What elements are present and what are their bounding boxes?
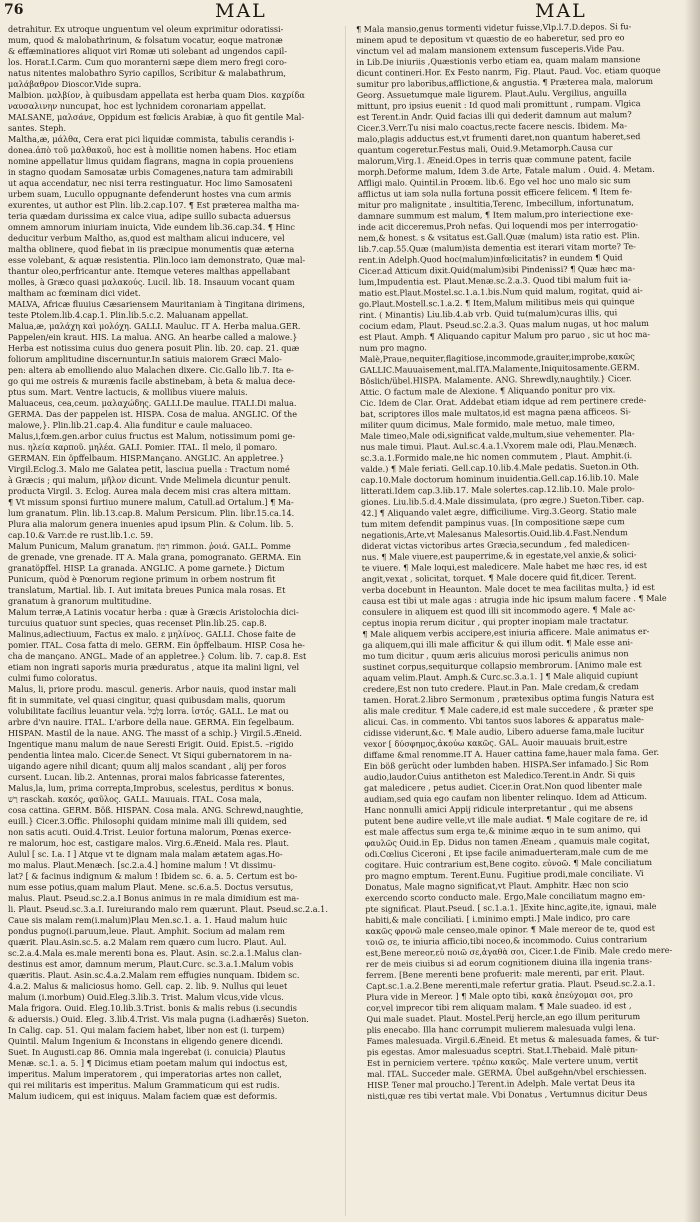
text-line: los. Horat.I.Carm. Cum quo moranterni sæpe diem mero fregi coro- (8, 57, 287, 67)
text-line: maltha oblinere, quod fiebat in iis præcipue monumentis quæ æterna (8, 244, 295, 254)
text-line: exercendo scorto conducto male. Ergo,Male conciliatum magno em- (365, 890, 646, 903)
text-line: Virgil.Eclog.3. Malo me Galatea petit, lasciua puella : Tractum nomé (8, 464, 290, 474)
text-line: malus. Plaut. Pseud.sc.2.a.I Bonus animus in re mala dimidium est ma- (8, 893, 299, 903)
text-line: cocium edam, Plaut. Pseud.sc.2.a.3. Quas malum nugas, ut hoc malum (359, 317, 649, 331)
text-line: quærit. Plau.Asin.sc.5. a.2 Malam rem quæro cum lucro. Plaut. Aul. (8, 937, 287, 947)
text-line: Affligi malo. Quintil.in Proœm. lib.6. Ego vel hoc uno malo sic sum (357, 175, 631, 188)
text-line: est Terent.in Andr. Quid facias illi qui dederit damnum aut malum? (356, 109, 632, 122)
text-line: granatöpffel. HISP. La granada. ANGLIC. A pome garnete.} Dictum (8, 563, 285, 573)
text-line: li. Plaut. Pseud.sc.3.a.I. Iureiurando malo rem quærunt. Plaut. Pseud.sc.2.a.1. (8, 904, 328, 914)
text-line: cap.10.& Varr.de re rust.lib.1.c. 59. (8, 530, 154, 540)
text-line: num pro magno. (359, 342, 427, 353)
text-line: κακῶς φρονῶ male censeo,male opinor. ¶ Male mereor de te, quod est (365, 922, 656, 936)
text-line: credere,Est non tuto credere. Plaut.in Pan. Male credam,& credam (362, 681, 639, 694)
text-line: ¶ Male aliquem verbis accipere,est iniuria afficere. Male animatus er- (362, 625, 650, 639)
text-line: GERMA. Das der pappelen ist. HISPA. Cosa de malua. ANGLIC. Of the (8, 409, 298, 419)
text-line: exurentes, ut author est Plin. lib.2.cap.107. ¶ Est præterea maltha ma- (8, 200, 300, 210)
text-line: vinctum vel ad malam mansionem extensum fusceperis.Vide Pau. (356, 43, 625, 56)
left-column (8, 24, 336, 1216)
text-line: imperitus. Malum imperatorem , qui imperatorias artes non callet, (8, 1069, 282, 1079)
text-line: audio,laudor.Cuius antitheton est Maledico.Terent.in Andr. Si quis (363, 769, 636, 782)
text-line: matio est.Plaut.Mostel.sc.1.a.1.bis.Num quid malum, rogitat, quid ai- (358, 285, 643, 298)
text-line: mal. ITAL. Succeder male. GERMA. Übel außgehn/vbel erschiessen. (366, 1066, 647, 1079)
text-line: Malum terræ,A Latinis vocatur herba : quæ à Græcis Aristolochia dici- (8, 607, 299, 617)
text-line: pen: altera ab emolliendo aluo Malachen dixere. Cic.Gallo lib.7. Ita e- (8, 365, 294, 375)
text-line: cor,vel imprecor tibi rem aliquam malam. ¶ Male suadeo. id est , (366, 1000, 632, 1013)
text-line: lum,Impudentia est. Plaut.Menæ.sc.2.a.3. Quod tibi malum fuit ia- (358, 274, 631, 287)
text-line: τοιῶ σε, te iniuria afficio,tibi noceo,& incommodo. Cuius contrarium (365, 934, 648, 947)
text-line: HISP. Tener mal proucho.] Terent.in Adelph. Male vertat Deus ita (367, 1077, 636, 1090)
text-line: quantum cogeretur.Festus mali, Ouid.9.Metamorph.Causa cur (357, 142, 613, 155)
text-line: Malus,la, lum, prima correpta,Improbus, scelestus, perditus ✕ bonus. (8, 783, 294, 793)
text-line: santes. Steph. (8, 123, 67, 133)
text-line: in stagno quodam Samosatæ urbis Comagenes,natura tam admirabili (8, 167, 294, 177)
text-line: ceptus inopia rerum dicitur , qui propter inopiam male tractatur. (362, 615, 629, 628)
text-line: uigando agere nihil dicant; quum alij malos scandant , alij per foros (8, 761, 287, 771)
text-line: lib.7.cap.55.Quæ (malum)ista dementia est iterari vitam morte? Te- (358, 241, 636, 254)
text-line: Hanc nonnulli amici Appij ridicule interpretantur , qui me absens (364, 802, 633, 815)
text-line: cogitare. Huic contrarium est,Bene cogito. εὐνοῶ. ¶ Male conciliatum (364, 856, 653, 870)
text-line: granatum à granorum multitudine. (8, 596, 152, 606)
text-line: qui rei militaris est imperitus. Malum Grammaticum qui est rudis. (8, 1080, 280, 1090)
text-line: HISPAN. Mastil de la naue. ANG. The masst of a schip.} Virgil.5.Æneid. (8, 728, 302, 738)
text-line: minem apud te depositum vt quæstio de eo haberetur, sed pro eo (356, 32, 625, 45)
text-line: Plura vide in Mereor. ] ¶ Male opto tibi, κακὰ ἐπεύχομαι σοι, pro (366, 989, 633, 1002)
text-line: pomier. ITAL. Cosa fatta di melo. GERM. Ein öpffelbaum. HISP. Cosa he- (8, 640, 305, 650)
text-line: ¶ Mala mansio,genus tormenti videtur fuisse,Vlp.l.7.D.depos. Si fu- (356, 21, 632, 34)
text-line: mitur pro malignitate , insultitia,Terenc, Imbecillum, infortunatum, (357, 197, 634, 210)
text-line: donea.ἀπὸ τοῦ μαλθακοῦ, hoc est à mollitie nomen habens. Hoc etiam (8, 145, 297, 155)
text-line: Cicer.3.Verr.Tu nisi malo coactus,recte facere nescis. Ibidem. Ma- (357, 120, 627, 133)
text-line: pondus pugno(i.paruum,leue. Plaut. Amphit. Socium ad malam rem (8, 926, 285, 936)
text-line: sc.3.a.1.Formido male,ne hic nomen commutem , Plaut. Amphit.(i. (360, 450, 633, 463)
text-line: רַשׁ rasckah. κακός, φαῦλος. GALL. Mauuais. ITAL. Cosa mala, (8, 794, 262, 804)
text-line: sustinet corpus,sequiturque collapsio membrorum. [Animo male est (362, 659, 642, 672)
text-line: afflictus ut iam sola nulla fortuna possit efficere felicem. ¶ Item fe- (357, 186, 633, 199)
text-line: est,Bene mereor,εὐ ποιῶ σε,ἀγαθὰ σοι, Cicer.1.de Finib. Male credo mere- (365, 944, 673, 958)
text-line: bat, scriptores illos male multatos,id est magna pæna afficeos. Si- (360, 406, 631, 419)
text-line: Caue sis malam rem(i.malum)Plau Men.sc.1. a. 1. Haud malum huic (8, 915, 288, 925)
text-line: quæritis. Plaut. Asin.sc.4.a.2.Malam rem effugies nunquam. Ibidem sc. (8, 970, 300, 980)
text-line: ¶ Vt missum sponsi furtiuo munere malum, Catull.ad Ortalum.] ¶ Ma- (8, 497, 294, 507)
text-line: Maltha,æ, μάλθα, Cera erat pici liquidæ commista, tabulis cerandis i- (8, 134, 295, 144)
text-line: negationis,Arte,vt Malesanus Malesortis.Ouid.lib.4.Fast.Nendum (361, 527, 628, 540)
text-line: Capt.sc.1.a.2.Bene merenti,male refertur gratia. Plaut. Pseud.sc.2.a.1. (366, 977, 656, 991)
text-line: omnem amnorum iniuriam inuicta, Vide eundem lib.36.cap.34. ¶ Hinc (8, 222, 295, 232)
text-line: de grenade, vne grenade. IT A. Mala grana, pomogranato. GERMA. Ein (8, 552, 302, 562)
text-line: 4.a.2. Malus & maliciosus homo. Gell. cap. 2. lib. 9. Nullus qui leuet (8, 981, 288, 991)
text-line: causa est tibi ut male agas : atrugia inde hic ipsum malum facere . ¶ Male (361, 592, 667, 606)
text-line: angit,vexat , solicitat, torquet. ¶ Male docere quid fit,dicer. Terent. (361, 571, 637, 584)
text-line: tum mitem defendit pampinus vuas. [In compositione sæpe cum (361, 516, 625, 529)
text-line: diffame &mal renomme.IT A. Hauer cattina fame,hauer mala fama. Ger. (363, 746, 660, 760)
text-line: translatum, Martial. lib. I. Aut imitata breues Punica mala rosas. Et (8, 585, 286, 595)
text-line: tamen. Horat.2.libro Sermonum , prætexibus optima fungis Natura est (363, 691, 655, 705)
text-line: plis enecabo. Illa hanc corrumpit mulierem malesuada vulgi lena. (366, 1022, 636, 1035)
text-line: militer quum dicimus, Male formido, male metuo, male timeo, (360, 417, 615, 430)
text-line: φαυλῶς Ouid.in Ep. Didus non tamen Æneam , quamuis male cogitat, (364, 834, 650, 848)
text-line: Böslich/übel.HISPA. Malamente. ANG. Shrewdly,naughtily.} Cicer. (359, 373, 632, 386)
text-line: μαλάβαθρον Dioscor.Vide supra. (8, 79, 142, 89)
text-line: est male affectus sum erga te,& minime æquo in te sum animo, qui (364, 824, 641, 837)
text-line: nus. ¶ Male viuere,est pauperrime,& in egestate,vel anxie,& solici- (361, 549, 637, 562)
text-line: Male timeo,Male odi,significat valde,multum,siue vehementer. Pla- (360, 428, 635, 441)
text-line: ga aliquem,qui illi male afficitur & qui illum odit. ¶ Male esse ani- (362, 637, 633, 650)
text-line: giones. Liu.lib.5.d.4.Male dissimulata, (pro ægre.) Sueton.Tiber. cap. (360, 494, 645, 507)
text-line: turcuius quatuor sunt species, quas recenset Plin.lib.25. cap.8. (8, 618, 267, 628)
text-line: ptus sum. Mart. Ventre lactucis, & mollibus viuere maluis. (8, 387, 248, 397)
text-line: non satis acuti. Ouid.4.Trist. Leuior fortuna malorum, Pœnas exerce- (8, 827, 292, 837)
text-line: pte significat. Plaut.Pseud. [ sc.1.a.1. ]Exite hinc,agite,ite, ignaui, male (365, 900, 657, 914)
right-column (356, 21, 700, 1216)
text-line: mo tum dicitur , quum æris alicuius morosi periculis animus non (362, 648, 629, 661)
text-line: habiti,& male conciliati. [ i.minimo empti.] Male indico, pro care (365, 912, 631, 925)
text-line: producta Virgil. 3. Eclog. Aurea mala decem misi cras altera mittam. (8, 486, 291, 496)
text-line: Herba est notissima cuius duo genera posuit Plin. lib. 20. cap. 21. quæ (8, 343, 300, 353)
text-line: ferrem. [Bene merenti bene profuerit: male merenti, par erit. Plaut. (365, 967, 645, 980)
text-line: inde acit dicceremus,Proh nefas. Qui loquendi mos per interrogatio- (358, 219, 639, 232)
text-line: nisti,quæ res tibi vertat male. Vbi Donatus , Vertumnus dicitur Deus (367, 1088, 648, 1101)
text-line: etiam non ingrati saporis muria præduratus , atque ita malini ligni, vel (8, 662, 300, 672)
text-line: & aduersis.) Ouid. Eleg. 3.lib.4.Trist. Vis mala pugna (i.adhærēs) Sueton. (8, 1014, 309, 1024)
text-line: Malum Punicum, Malum granatum. רִמּוֹן rimmon. ῥοιά. GALL. Pomme (8, 541, 291, 551)
text-line: est Plaut. Amph. ¶ Aliquando capitur Malum pro paruo , sic ut hoc ma- (359, 328, 651, 342)
text-line: Malus, li, priore produ. mascul. generis. Arbor nauis, quod instar mali (8, 684, 297, 694)
text-line: sumitur pro laboribus,afflictione,& angustia. ¶ Præterea mala, malorum (356, 75, 654, 89)
text-line: Mala frigora. Ouid. Eleg.10.lib.3.Trist. bonis & malis rebus (i.secundis (8, 1003, 297, 1013)
text-line: pis egestas. Amor malesuadus sceptri. Stat.I.Thebaid. Malè pitun- (366, 1044, 638, 1057)
text-line: MALVA, Africæ fluuius Cæsariensem Mauritaniam à Tingitana dirimens, (8, 299, 305, 309)
text-line: destinus est amor, damnum merum, Plaut.Curc. sc.3.a.1.Malum vobis (8, 959, 294, 969)
text-line: te viuere. ¶ Male loqui,est maledicere. Male habet me hæc res, id est (361, 559, 648, 573)
text-line: Malus,i,fœm.gen.arbor cuius fructus est Malum, notissimum pomi ge- (8, 431, 296, 441)
text-line: Quintil. Malum Ingenium & Inconstans in eligendo genere dicendi. (8, 1036, 284, 1046)
text-line: teria quædam durissima ex calce viua, adipe suillo subacta aduersus (8, 211, 291, 221)
text-line: Donatus, Male magno significat,vt Plaut. Amphitr. Hæc non scio (364, 879, 629, 892)
text-line: Malbion. μαλβίον, à quibusdam appellata est herba quam Dios. καχρίδα (8, 90, 305, 100)
text-line: Plura alia malorum genera inuenies apud ipsum Plin. & Colum. lib. 5. (8, 519, 294, 529)
text-line: volubilitate facilius leuantur vela. בָּלְבַל lorra. ἱστός. GALL. Le mat ou (8, 706, 289, 716)
text-line: arbre d'vn nauire. ITAL. L'arbore della naue. GERMA. Ein ſegelbaum. (8, 717, 295, 727)
text-line: nus. ηλεία καρποῦ. μηλέα. GALI. Pomier. ITAL. Il melo, il pomaro. (8, 442, 278, 452)
text-line: thantur oleo,perfricantur ante. Itemque veteres malthas appellabant (8, 266, 291, 276)
text-line: gat maledicere , petus audiet. Cicer.in Orat.Non quod libenter male (363, 780, 643, 793)
text-line: natus nitentes malobathro Syrio capillos, Scribitur & malabathrum, (8, 68, 287, 78)
text-line: cursent. Lucan. lib.2. Antennas, prorai malos fabricasse faterentes, (8, 772, 285, 782)
text-line: audiam,sed quia ego caufam non libenter relinquo. Idem ad Atticum. (364, 790, 647, 804)
text-line: Qui male suadet. Plaut. Mostel.Perij hercle,an ego illum periturum (366, 1011, 641, 1024)
text-line: molles, à Græco quasi μαλακούς. Lucil. lib. 18. Insauum vocant quam (8, 277, 295, 287)
text-line: Attic. O factum male de Alexione. ¶ Aliquando ponitur pro vix. (359, 384, 616, 397)
text-line: go.Plaut.Mostell.sc.1.a.2. ¶ Item,Malum militibus meis qui quinque (358, 296, 635, 309)
text-line: lat? [ & facinus indignum & malum ! Ibidem sc. 6. a. 5. Certum est bo- (8, 871, 298, 881)
text-line: rent.in Adelph.Quod hoc(malum)infœlicitatis? in eundem ¶ Quid (358, 252, 623, 265)
page-edge-shadow (684, 0, 700, 1222)
text-line: litterati.Idem cap.3.lib.17. Male solertes.cap.12.lib.10. Male prolo- (360, 483, 635, 496)
text-line: deducitur verbum Maltho, as,quod est maltham alicui inducere, vel (8, 233, 285, 243)
text-line: nus male timui. Plaut. Aul.sc.4.a.1.Vxorem male odi, Plau.Menæch. (360, 439, 637, 452)
text-line: morph.Deforme malum, Idem 3.de Arte, Fatale malum . Ouid. 4. Metam. (357, 163, 655, 177)
text-line: teste Ptolem.lib.4.cap.1. Plin.lib.5.c.2. Maluanam appellat. (8, 310, 249, 320)
text-line: Aulul [ sc. I.a. I ] Atque vt te dignam mala malam ætatem agas.Ho- (8, 849, 283, 859)
text-line: cosa cattina. GERM. Böß. HISPAN. Cosa mala. ANG. Schrewd,naughtie, (8, 805, 304, 815)
text-line: damnare summum est malum, ¶ Item malum,pro interiectione exe- (357, 208, 634, 221)
text-line: Ingentique manu malum de naue Seresti Erigit. Ouid. Epist.5. –rigido (8, 739, 294, 749)
text-line: Malua,æ, μαλάχη καὶ μολόχη. GALLI. Mauluc. IT A. Herba malua.GER. (8, 321, 301, 331)
text-line: mittunt, pro ipsius euenit : Id quod mali promittunt , rumpam. Vlgica (356, 98, 641, 111)
text-line: GALLIC.Mauuaisement,mal.ITA.Malamente,Iniquitosamente.GERM. (359, 362, 640, 375)
text-line: alis male creditur. ¶ Male cadere,id est male succedere , & præter spe (363, 702, 654, 716)
text-line: urbem suam, Lucullo oppugnante defenderunt hostes vna cum armis (8, 189, 292, 199)
column-gutter (345, 26, 346, 1216)
text-line: rer de meis ciuibus si ad eorum cognitionem diuina illa ingenia trans- (365, 955, 652, 969)
text-line: Malum iudicem, qui est iniquus. Malam faciem quæ est deformis. (8, 1091, 278, 1101)
text-line: à Græcis ; qui malum, μῆλον dicunt. Vnde Melimela dicuntur penult. (8, 475, 291, 485)
text-line: Menæ. sc.1. a. 5. ] ¶ Dicimus etiam poetam malum qui indoctus est, (8, 1058, 288, 1068)
text-line: Punicum, quòd è Pœnorum regione primum in orbem nostrum fit (8, 574, 276, 584)
text-line: Georg. Assuetumque male ligurem. Plaut.Aulu. Vergilius, anguilla (356, 87, 627, 100)
text-line: mum, quod & malobathrinum, & folsatum vocatur, eoque matronæ (8, 35, 283, 45)
text-line: Malinus,adiectiuum, Factus ex malo. ε μηλίνος. GALLI. Chose faite de (8, 629, 296, 639)
text-line: pro magno emptum. Terent.Eunu. Fugitiue prodi,male conciliate. Vi (364, 868, 644, 881)
text-line: euill.} Cicer.3.Offic. Philosophi quidam minime mali illi quidem, sed (8, 816, 287, 826)
text-line: ut aqua accendatur, nec nisi terra restinguatur. Hoc limo Samosateni (8, 178, 293, 188)
text-line: In Calig. cap. 51. Qui malam faciem habet, liber non est (i. turpem) (8, 1025, 285, 1035)
text-line: & effæminatiores aliquot viri Romæ uti solebant ad ungendos capil- (8, 46, 287, 56)
text-line: aquam velim.Plaut. Amph.& Curc.sc.3.a.1. ] ¶ Male aliquid cupiunt (362, 670, 639, 683)
text-line: diderat victas victoribus artes Græcia,secundum , fed maledicen- (361, 538, 630, 551)
text-line: valde.) ¶ Male feriati. Gell.cap.10.lib.4.Male pedatis. Sueton.in Oth. (360, 461, 640, 474)
text-line: Cic. Idem de Clar. Orat. Addebat etiam idque ad rem pertinere crede- (359, 394, 647, 408)
text-line: vexor [ δύσφημος,ἀκούω κακῶς. GAL. Auoir mauuais bruit,estre (363, 736, 628, 749)
text-line: Cicer.ad Atticum dixit.Quid(malum)sibi Pindenissi? ¶ Quæ hæc ma- (358, 263, 636, 276)
text-line: Est in perniciem vertere. τρέπω κακῶς. Male vertere unum, vertit (366, 1055, 639, 1068)
text-line: nem,& honest. s & vsitatus est.Gall.Quæ (malum) ista ratio est. Plin. (358, 230, 640, 243)
text-line: pendentia lintea malo. Cicer.de Senect. Vt Siqui gubernatorem in na- (8, 750, 292, 760)
text-line: alicui. Cas. in commento. Vbi tantos suos labores & apparatus male- (363, 714, 644, 727)
text-line: malo,plagis adductus est,vt frumenti daret,non quantum haberet,sed (357, 131, 641, 144)
text-line: maltham ac fœminam dici videt. (8, 288, 141, 298)
page-number: 76 (4, 2, 24, 18)
text-line: Ein böß gerücht oder lumbden haben. HISPA.Ser infamado.] Sic Rom (363, 757, 649, 771)
text-line: esse volebant, & aquæ resistentia. Plin.loco iam demonstrato, Quæ mal- (8, 255, 306, 265)
text-line: Suet. In Augusti.cap 86. Omnia mala ingerebat (i. conuicia) Plautus (8, 1047, 286, 1057)
text-line: culmi fumo coloratus. (8, 673, 98, 683)
text-line: mo malus. Plaut.Menæch. [sc.2.a.4.] homine malum ! Vt dissimu- (8, 860, 276, 870)
text-line: go qui me ostreis & murænis facile abstinebam, à beta & malua dece- (8, 376, 296, 386)
text-line: num esse potius,quam malum Plaut. Mene. sc.6.a.5. Doctus versutus, (8, 882, 294, 892)
text-line: lum granatum. Plin. lib.13.cap.8. Malum Persicum. Plin. libr.15.ca.14. (8, 508, 295, 518)
text-line: Pappelen/ein kraut. HIS. La malua. ANG. An hearbe called a malowe.} (8, 332, 298, 342)
text-line: malowe,}. Plin.lib.21.cap.4. Alia funditur e caule maluaceo. (8, 420, 253, 430)
text-line: verba docebunt in Heaunton. Male docet te mea facilitas multa,} id est (361, 581, 655, 595)
text-line: cidisse viderunt,&c. ¶ Male audio, Libero aduerse fama,male lucitur (363, 725, 645, 738)
text-line: GERMAN. Ein öpffelbaum. HISP.Mançano. ANGLIC. An appletree.} (8, 453, 285, 463)
text-line: dicunt contineri.Hor. Ex Festo nanrm, Fig. Plaut. Paud. Voc. etiam quoque (356, 64, 661, 78)
text-line: putent bene audire velle,vt ille male audiat. ¶ Male cogitare de re, id (364, 812, 648, 826)
text-line: in Lib.De iniuriis ,Quæstionis verbo etiam ea, quam malam mansione (356, 54, 641, 67)
running-head-right: MAL (535, 0, 587, 22)
text-line: fit in summitate, vel quasi cingitur, quasi quibusdam malis, quorum (8, 695, 286, 705)
text-line: Malè,Praue,nequiter,flagitiose,incommode,grauiter,improbe,κακῶς (359, 351, 635, 364)
text-line: odi.Cœlius Ciceroni , Et ipse facile animaduerteram,male cum de me (364, 845, 649, 859)
text-line: rint. ( Minantis) Liu.lib.4.ab vrb. Quid tu(malum)curas illis, qui (358, 307, 618, 320)
running-head-left: MAL (215, 0, 267, 22)
text-line: nomine appellatur limus quidam flagrans, magna in copia proueniens (8, 156, 294, 166)
text-line: Fames malesuada. Virgil.6.Æneid. Et metus & malesuada fames, & tur- (366, 1032, 660, 1046)
text-line: cap.10.Male doctorum hominum inuidentia.Gell.cap.16.lib.10. Male (360, 472, 639, 485)
text-line: 42.] ¶ Aliquando valet ægre, difficiliume. Virg.3.Georg. Statio male (361, 505, 637, 518)
text-line: malum (i.morbum) Ouid.Eleg.3.lib.3. Trist. Malum vlcus,vide vlcus. (8, 992, 284, 1002)
text-line: Maluaceus, cea,ceum. μαλαχώδης. GALLI.De maulue. ITALI.Di malua. (8, 398, 297, 408)
text-line: malorum,Virg.1. Æneid.Opes in terris quæ commune patent, facile (357, 153, 632, 166)
text-line: consulere in aliquem est quod illi sit incommodo agere. ¶ Male ac- (362, 604, 636, 617)
text-line: MALSANE, μαλσάνε, Oppidum est fœlicis Arabiæ, à quo fit gentile Mal- (8, 112, 305, 122)
text-line: re malorum, hoc est, castigare malos. Virg.6.Æneid. Mala res. Plaut. (8, 838, 290, 848)
text-line: cha de mançano. ANGL. Made of an appletree.} Colum. lib. 7. cap.8. Est (8, 651, 307, 661)
text-line: sc.2.a.4.Mala es.male merenti bona es. Plaut. Asin. sc.2.a.1.Malus clan- (8, 948, 302, 958)
text-line: foliorum amplitudine discernuntur.In satiuis maiorem Græci Malo- (8, 354, 282, 364)
text-line: ναυσαλινην nuncupat, hoc est lychnidem coronariam appellat. (8, 101, 267, 111)
text-line: detrahitur. Ex utroque unguentum vel oleum exprimitur odoratissi- (8, 24, 284, 34)
